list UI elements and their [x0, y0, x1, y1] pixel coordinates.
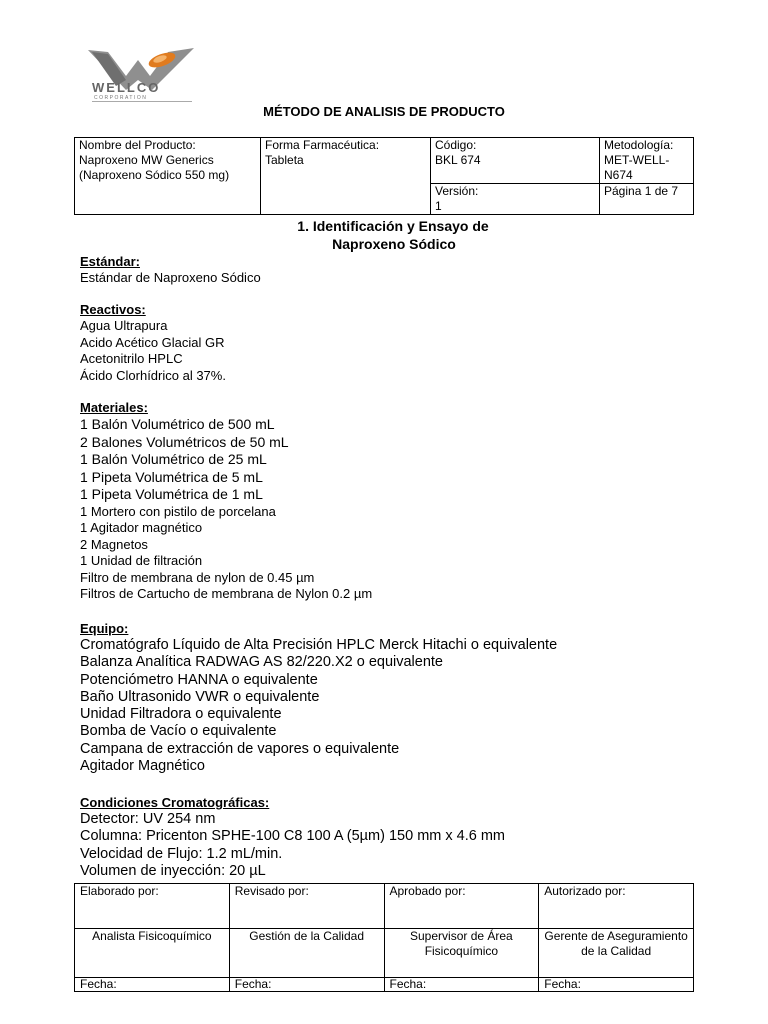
version-value: 1 — [435, 199, 442, 213]
list-item: Detector: UV 254 nm — [80, 811, 216, 827]
methodology-value: MET-WELL-N674 — [604, 153, 670, 182]
list-item: Acido Acético Glacial GR — [80, 334, 225, 350]
product-name-cell — [75, 138, 261, 215]
standard-heading: Estándar: — [80, 254, 140, 269]
signature-table — [74, 883, 694, 992]
code-cell — [431, 138, 600, 184]
date-field: Fecha: — [75, 978, 230, 992]
dosage-form-cell — [261, 138, 431, 215]
section-heading-line2: Naproxeno Sódico — [332, 236, 456, 252]
reagents-heading: Reactivos: — [80, 302, 146, 317]
dosage-form-value: Tableta — [265, 153, 304, 167]
wellco-logo — [86, 46, 198, 104]
list-item: Agua Ultrapura — [80, 318, 168, 333]
section-heading-line1: 1. Identificación y Ensayo de — [297, 218, 489, 234]
equipment-section — [80, 621, 557, 775]
approved-by-role: Supervisor de Área Fisicoquímico — [384, 929, 539, 978]
prepared-by-role: Analista Fisicoquímico — [75, 929, 230, 978]
conditions-heading: Condiciones Cromatográficas: — [80, 795, 270, 810]
product-name-value: Naproxeno MW Generics — [79, 153, 214, 167]
list-item: Potenciómetro HANNA o equivalente — [80, 671, 318, 688]
code-value: BKL 674 — [435, 153, 481, 167]
list-item: Baño Ultrasonido VWR o equivalente — [80, 688, 320, 705]
list-item: Campana de extracción de vapores o equivalente — [80, 740, 400, 757]
product-name-detail: (Naproxeno Sódico 550 mg) — [79, 168, 230, 182]
list-item: Estándar de Naproxeno Sódico — [80, 270, 261, 285]
list-item: 1 Balón Volumétrico de 500 mL — [80, 416, 275, 432]
version-cell — [431, 184, 600, 215]
svg-text:CORPORATION: CORPORATION — [94, 95, 148, 101]
list-item: 2 Balones Volumétricos de 50 mL — [80, 433, 289, 450]
list-item: Volumen de inyección: 20 µL — [80, 862, 266, 879]
list-item: Filtro de membrana de nylon de 0.45 µm — [80, 569, 315, 585]
standard-section — [80, 254, 261, 287]
page-number: Página 1 de 7 — [604, 184, 679, 198]
date-field: Fecha: — [229, 978, 384, 992]
list-item: 1 Pipeta Volumétrica de 5 mL — [80, 468, 263, 485]
authorized-by-label: Autorizado por: — [539, 884, 694, 929]
methodology-cell — [600, 138, 694, 184]
chromatographic-conditions-section — [80, 795, 505, 880]
list-item: Bomba de Vacío o equivalente — [80, 723, 277, 740]
reviewed-by-role: Gestión de la Calidad — [229, 929, 384, 978]
document-title: MÉTODO DE ANALISIS DE PRODUCTO — [263, 104, 505, 119]
list-item: Agitador Magnético — [80, 758, 205, 775]
prepared-by-label: Elaborado por: — [75, 884, 230, 929]
list-item: 1 Pipeta Volumétrica de 1 mL — [80, 486, 263, 502]
list-item: 2 Magnetos — [80, 536, 148, 552]
list-item: Balanza Analítica RADWAG AS 82/220.X2 o equivalente — [80, 654, 443, 671]
list-item: 1 Balón Volumétrico de 25 mL — [80, 451, 267, 467]
reviewed-by-label: Revisado por: — [229, 884, 384, 929]
list-item: Velocidad de Flujo: 1.2 mL/min. — [80, 845, 283, 862]
product-name-label: Nombre del Producto: — [79, 138, 196, 152]
equipment-heading: Equipo: — [80, 621, 129, 636]
list-item: Filtros de Cartucho de membrana de Nylon 0.2 µm — [80, 586, 373, 601]
product-header-table — [74, 137, 694, 215]
approved-by-label: Aprobado por: — [384, 884, 539, 929]
code-label: Código: — [435, 138, 477, 152]
dosage-form-label: Forma Farmacéutica: — [265, 138, 380, 152]
date-field: Fecha: — [384, 978, 539, 992]
authorized-by-role: Gerente de Aseguramiento de la Calidad — [539, 929, 694, 978]
methodology-label: Metodología: — [604, 138, 674, 152]
version-label: Versión: — [435, 184, 479, 198]
list-item: Columna: Pricenton SPHE-100 C8 100 A (5µm) 150 mm x 4.6 mm — [80, 828, 506, 845]
list-item: 1 Agitador magnético — [80, 520, 203, 535]
list-item: 1 Unidad de filtración — [80, 553, 203, 568]
list-item: Ácido Clorhídrico al 37%. — [80, 367, 226, 383]
materials-section — [80, 400, 372, 603]
materials-heading: Materiales: — [80, 400, 148, 415]
list-item: Acetonitrilo HPLC — [80, 351, 183, 366]
list-item: Cromatógrafo Líquido de Alta Precisión HPLC Merck Hitachi o equivalente — [80, 637, 558, 653]
page-number-cell — [600, 184, 694, 215]
list-item: Unidad Filtradora o equivalente — [80, 706, 282, 723]
reagents-section — [80, 302, 226, 384]
svg-text:WELLCO: WELLCO — [92, 80, 161, 95]
list-item: 1 Mortero con pistilo de porcelana — [80, 503, 276, 519]
date-field: Fecha: — [539, 978, 694, 992]
